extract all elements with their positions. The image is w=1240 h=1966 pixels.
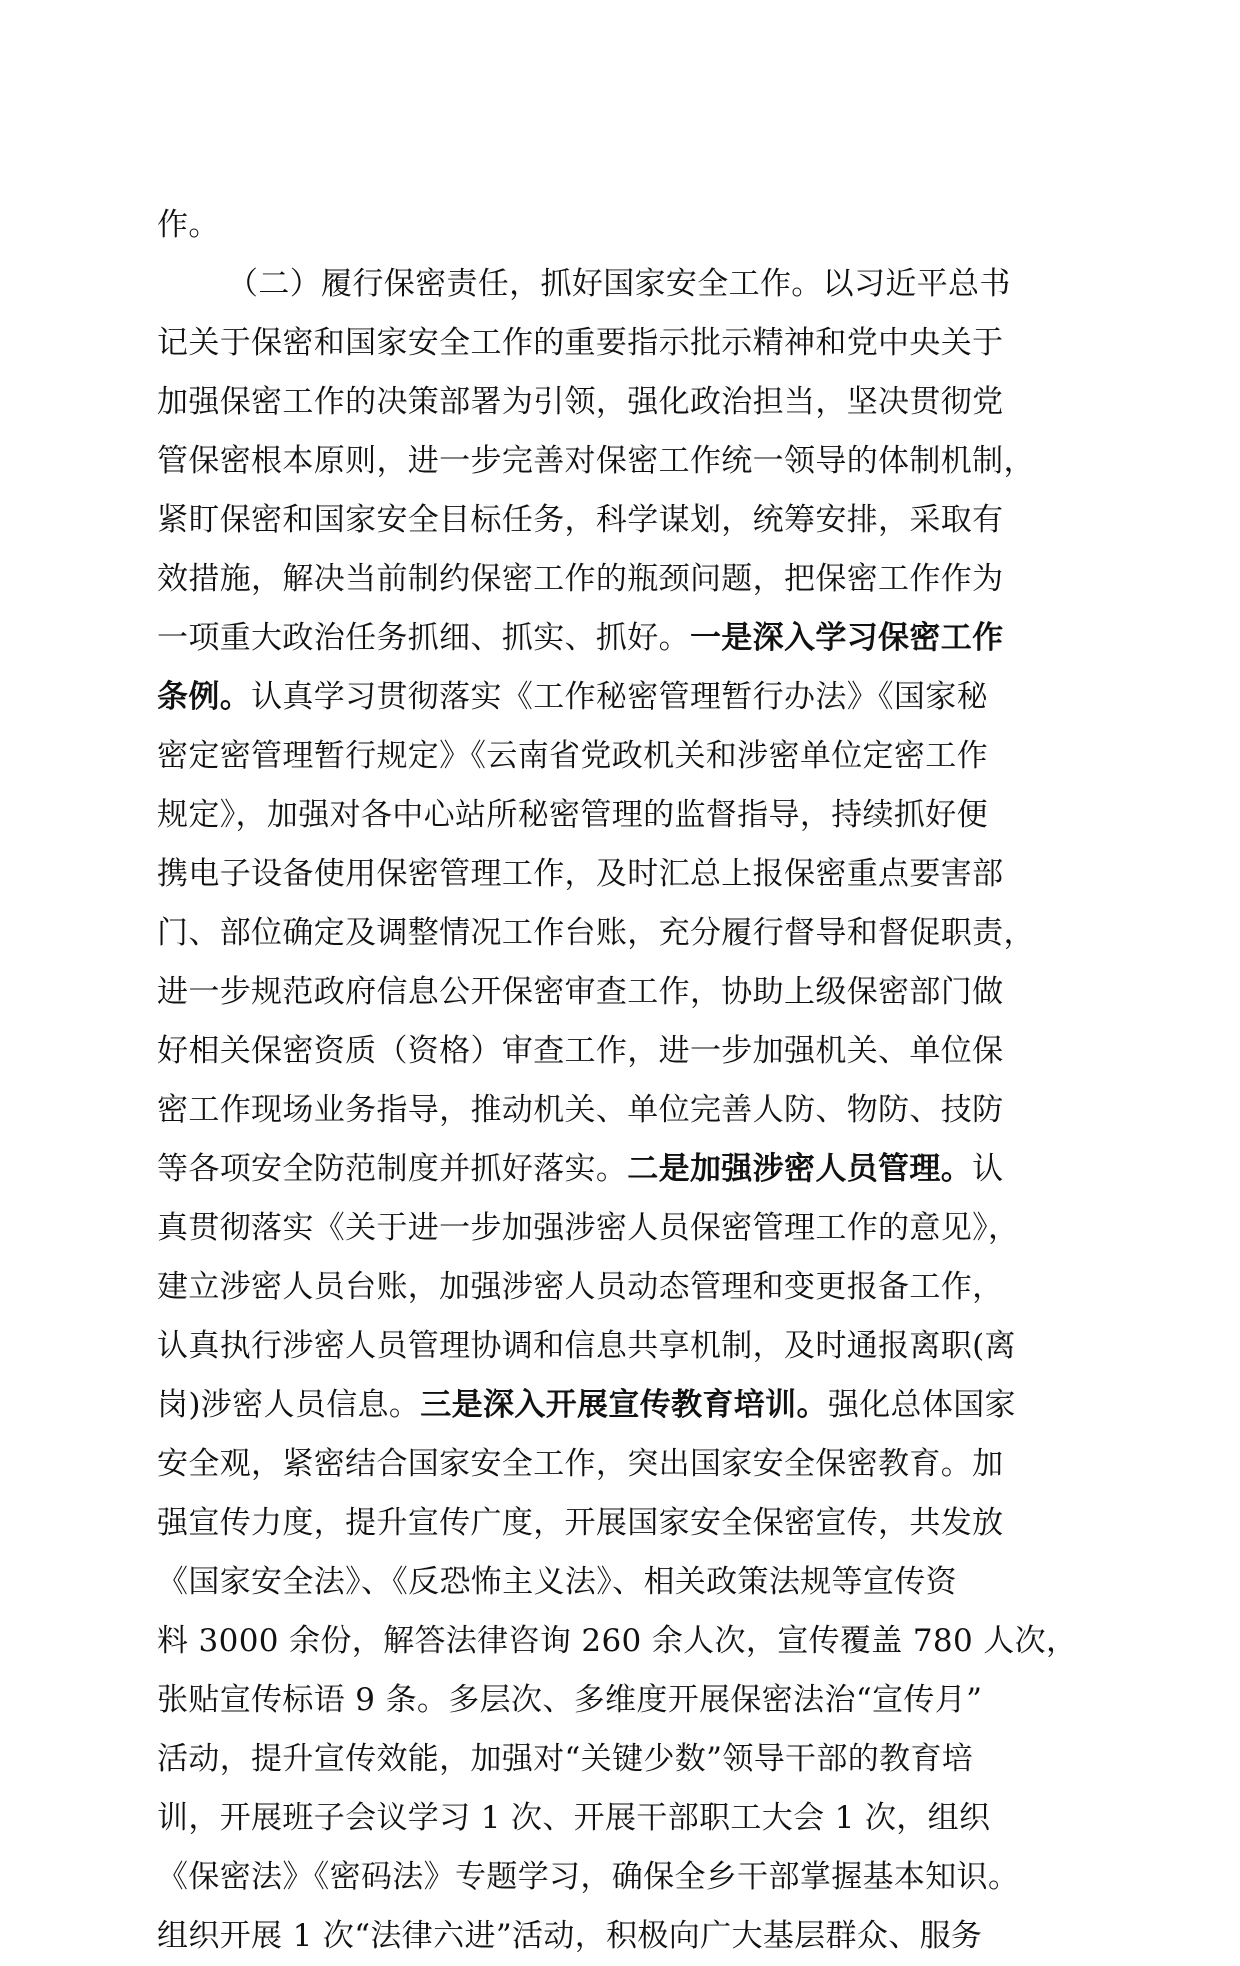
text-line [157,314,1077,373]
body-text-run: 训，开展班子会议学习 1 次、开展干部职工大会 1 次，组织 [157,1800,991,1836]
text-line [157,1553,1077,1612]
body-text-run: 强化总体国家 [827,1387,1016,1423]
text-line [157,255,1077,314]
text-line [157,550,1077,609]
text-line [157,845,1077,904]
body-text-run: 进一步规范政府信息公开保密审查工作，协助上级保密部门做 [157,974,1004,1010]
text-line [157,1848,1077,1907]
body-text-run: 密定密管理暂行规定》《云南省党政机关和涉密单位定密工作 [157,738,988,774]
text-line [157,727,1077,786]
text-line [157,1199,1077,1258]
body-text-run: 安全观，紧密结合国家安全工作，突出国家安全保密教育。加 [157,1446,1004,1482]
body-text-run: 规定》，加强对各中心站所秘密管理的监督指导，持续抓好便 [157,797,988,833]
body-text-run: 等各项安全防范制度并抓好落实。 [157,1151,628,1187]
text-line [157,609,1077,668]
text-line [157,196,1077,255]
text-line [157,491,1077,550]
body-text-run: 组织开展 1 次“法律六进”活动，积极向广大基层群众、服务 [157,1918,983,1954]
text-line [157,904,1077,963]
body-text-run: 真贯彻落实《关于进一步加强涉密人员保密管理工作的意见》， [157,1210,1020,1246]
body-text-run: （二）履行保密责任，抓好国家安全工作。以习近平总书 [227,266,1011,302]
bold-heading-text: 一是深入学习保密工作 [689,620,1004,656]
text-line [157,1494,1077,1553]
bold-heading-text: 二是加强涉密人员管理。 [627,1151,973,1187]
body-text-run: 《国家安全法》、《反恐怖主义法》、相关政策法规等宣传资 [157,1564,957,1600]
body-text-run: 认 [972,1151,1004,1187]
text-line [157,668,1077,727]
body-text-run: 一项重大政治任务抓细、抓实、抓好。 [157,620,690,656]
text-line [157,1022,1077,1081]
body-text-run: 好相关保密资质（资格）审查工作，进一步加强机关、单位保 [157,1033,1004,1069]
text-line [157,1789,1077,1848]
bold-heading-text: 条例。 [157,679,252,715]
body-text-run: 密工作现场业务指导，推动机关、单位完善人防、物防、技防 [157,1092,1004,1128]
text-line [157,1671,1077,1730]
body-text-run: 紧盯保密和国家安全目标任务，科学谋划，统筹安排，采取有 [157,502,1004,538]
body-text-run: 携电子设备使用保密管理工作，及时汇总上报保密重点要害部 [157,856,1004,892]
body-text-run: 加强保密工作的决策部署为引领，强化政治担当，坚决贯彻党 [157,384,1004,420]
body-text-run: 效措施，解决当前制约保密工作的瓶颈问题，把保密工作作为 [157,561,1004,597]
body-text-run: 管保密根本原则，进一步完善对保密工作统一领导的体制机制， [157,443,1035,479]
text-line [157,1081,1077,1140]
body-text-run: 料 3000 余份，解答法律咨询 260 余人次，宣传覆盖 780 人次， [157,1623,1078,1659]
body-text-run: 强宣传力度，提升宣传广度，开展国家安全保密宣传，共发放 [157,1505,1004,1541]
text-line [157,373,1077,432]
text-line [157,1730,1077,1789]
body-text [157,196,1077,1966]
body-text-run: 活动，提升宣传效能，加强对“关键少数”领导干部的教育培 [157,1741,974,1777]
text-line [157,1317,1077,1376]
text-line [157,1612,1077,1671]
body-text-run: 岗)涉密人员信息。 [157,1387,421,1423]
body-text-run: 记关于保密和国家安全工作的重要指示批示精神和党中央关于 [157,325,1004,361]
body-text-run: 张贴宣传标语 9 条。多层次、多维度开展保密法治“宣传月” [157,1682,983,1718]
text-line [157,786,1077,845]
text-line [157,1376,1077,1435]
body-text-run: 建立涉密人员台账，加强涉密人员动态管理和变更报备工作， [157,1269,1004,1305]
body-text-run: 认真学习贯彻落实《工作秘密管理暂行办法》《国家秘 [251,679,988,715]
text-line [157,1258,1077,1317]
body-text-run: 《保密法》《密码法》专题学习，确保全乡干部掌握基本知识。 [157,1859,1020,1895]
text-line [157,1435,1077,1494]
text-line [157,1140,1077,1199]
body-text-run: 门、部位确定及调整情况工作台账，充分履行督导和督促职责， [157,915,1035,951]
text-line [157,432,1077,491]
body-text-run: 认真执行涉密人员管理协调和信息共享机制，及时通报离职(离 [157,1328,1016,1364]
text-line [157,1907,1077,1966]
body-text-run: 作。 [157,207,220,243]
bold-heading-text: 三是深入开展宣传教育培训。 [420,1387,828,1423]
text-line [157,963,1077,1022]
